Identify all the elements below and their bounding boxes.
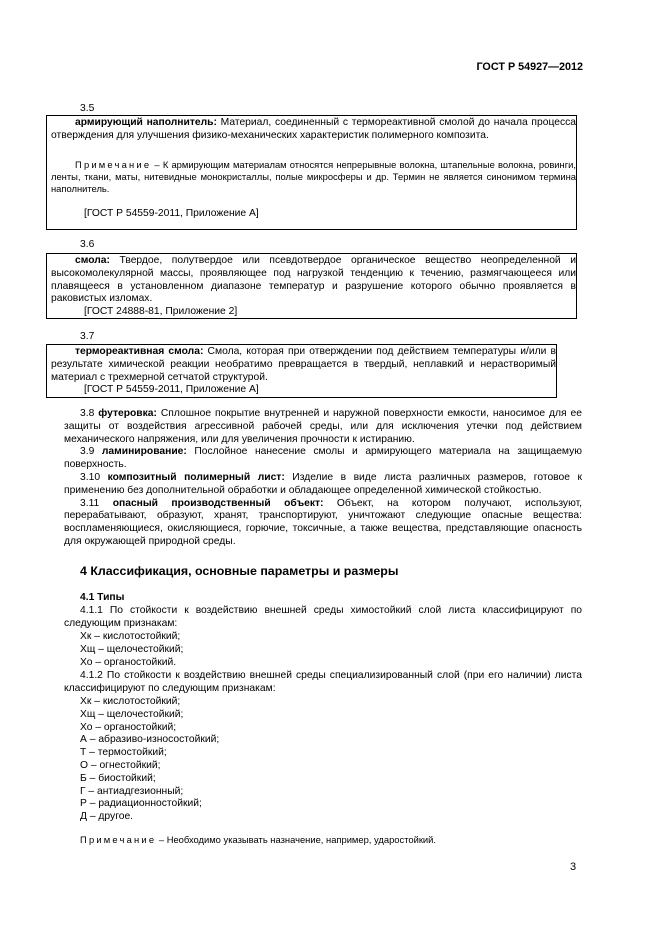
list-item: Хк – кислотостойкий; [80, 631, 181, 642]
clause-number-3-8: 3.8 [80, 408, 99, 419]
paragraph-3-8 [64, 408, 582, 446]
term-3-9: ламинирование: [101, 446, 187, 458]
paragraph-3-11 [64, 498, 582, 549]
term-box-3-7 [46, 344, 557, 398]
term-number-3-6: 3.6 [80, 239, 95, 250]
note-text-3-5: – К армирующим материалам относятся непрерывные волокна, штапельные волокна, ровинги, ленты, ткани, маты, нитевидные монокристаллы, полые микросферы и др. Термин не является синонимом термина наполнитель. [51, 158, 576, 194]
list-item: Хк – кислотостойкий; [80, 696, 181, 707]
list-item: Хо – органостойкий. [80, 656, 177, 668]
list-item: А – абразиво-износостойкий; [80, 734, 220, 746]
list-item: Т – термостойкий; [80, 747, 167, 759]
list-item: Хщ – щелочестойкий; [80, 708, 184, 720]
definition-3-10: Изделие в виде листа различных размеров, готовое к применению без дополнительной обработки и обладающее определенной химической стойкостью. [64, 471, 582, 496]
classification-list-2 [80, 696, 219, 824]
clause-number-3-9: 3.9 [80, 446, 102, 458]
clause-number-3-11: 3.11 [80, 497, 113, 509]
term-3-11: опасный производственный объект: [112, 497, 324, 509]
list-item: Хщ – щелочестойкий; [80, 643, 184, 655]
paragraph-4-1-2: 4.1.2 По стойкости к воздействию внешней среды специализированный слой (при его наличии) листа классифицируют по следующим признакам: [64, 670, 582, 694]
note-label-4: Примечание [80, 834, 157, 845]
paragraph-3-10 [64, 472, 582, 498]
definition-3-6: Твердое, полутвердое или псевдотвердое органическое вещество неопределенной и высокомолекулярной массы, проявляющее под нагрузкой тенденцию к течению, размягчающееся или плавящееся в установленном диапазоне температур и разрушение которого обычно проявляется в раковистых изломах. [51, 255, 576, 305]
term-3-5: армирующий наполнитель: [75, 117, 217, 128]
clause-4-1-2 [64, 670, 582, 696]
list-item: Г – антиадгезионный; [80, 785, 184, 797]
list-item: Д – другое. [80, 811, 134, 823]
term-3-10: композитный полимерный лист: [107, 471, 285, 483]
definition-3-9: Послойное нанесение смолы и армирующего материала на защищаемую поверхность. [64, 446, 582, 471]
definition-3-5: Материал, соединенный с термореактивной смолой до начала процесса отверждения для улучшения физико-механических характеристик полимерного композита. [51, 117, 576, 141]
list-item: Б – биостойкий; [80, 772, 156, 784]
term-3-8: футеровка: [98, 408, 157, 419]
clause-number-3-10: 3.10 [80, 471, 108, 483]
page-number: 3 [570, 861, 577, 873]
definition-3-11: Объект, на котором получают, используют, перерабатывают, образуют, хранят, транспортируют, уничтожают следующие опасные вещества: воспламеняющиеся, окисляющиеся, горючие, токсичные, а также вещества, представляющие опасность для окружающей природной среды. [64, 497, 583, 547]
paragraph-3-9 [64, 446, 582, 472]
note-text-4: – Необходимо указывать назначение, например, ударостойкий. [156, 834, 437, 845]
definition-3-7: Смола, которая при отверждении под действием температуры и/или в результате химической реакции необратимо превращается в твердый, неплавкий и нерастворимый материал с трехмерной сетчатой структурой. [51, 346, 556, 383]
definition-3-8: Сплошное покрытие внутренней и наружной поверхности емкости, наносимое для ее защиты от воздействия агрессивной рабочей среды, или для исключения утечки под действием механического напряжения, или для увеличения прочности к истиранию. [64, 408, 582, 445]
source-3-7: [ГОСТ Р 54559-2011, Приложение А] [84, 384, 259, 396]
term-3-7: термореактивная смола: [75, 346, 204, 357]
term-box-3-5 [46, 115, 577, 230]
section-title: 4 Классификация, основные параметры и размеры [80, 564, 399, 578]
list-item: Р – радиационностойкий; [80, 798, 202, 810]
list-item: О – огнестойкий; [80, 759, 161, 771]
source-3-5: [ГОСТ Р 54559-2011, Приложение А] [84, 208, 259, 220]
classification-list-1 [80, 631, 183, 669]
term-box-3-6 [46, 253, 577, 319]
source-3-6: [ГОСТ 24888-81, Приложение 2] [84, 306, 238, 318]
standard-designation: ГОСТ Р 54927—2012 [476, 61, 583, 73]
term-number-3-7: 3.7 [80, 331, 95, 342]
definitions-block [64, 408, 582, 549]
term-3-6: смола: [75, 255, 110, 266]
term-number-3-5: 3.5 [80, 103, 95, 114]
paragraph-4-1-1: 4.1.1 По стойкости к воздействию внешней среды химостойкий слой листа классифицируют по следующим признакам: [64, 605, 582, 629]
clause-4-1-1 [64, 605, 582, 631]
subsection-title: 4.1 Типы [80, 592, 125, 603]
note-label-3-5: Примечание [75, 158, 152, 170]
list-item: Хо – органостойкий; [80, 721, 177, 733]
note-4 [80, 834, 436, 846]
